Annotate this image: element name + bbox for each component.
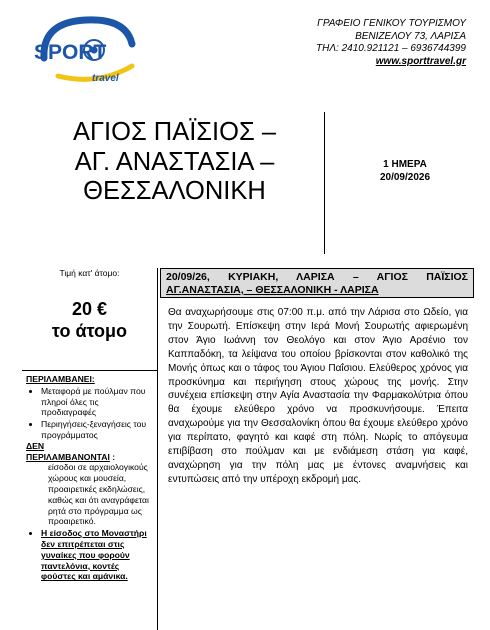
price-value: 20 € (71, 299, 108, 319)
price-unit: το άτομο (51, 321, 128, 341)
not-included-heading-suffix: : (109, 451, 116, 462)
agency-contact (316, 18, 466, 68)
agency-address: ΒΕΝΙΖΕΛΟΥ 73, ΛΑΡΙΣΑ (355, 30, 466, 42)
day-title-line-1: 20/09/26, ΚΥΡΙΑΚΗ, ΛΑΡΙΣΑ – ΑΓΙΟΣ ΠΑΪΣΙΟΣ (166, 271, 468, 283)
agency-website-link[interactable]: www.sporttravel.gr (375, 55, 466, 67)
logo-text: SPORT (34, 41, 107, 64)
day-title-line-2: ΑΓ.ΑΝΑΣΤΑΣΙΑ, – ΘΕΣΣΑΛΟΝΙΚΗ - ΛΑΡΙΣΑ (166, 284, 379, 296)
agency-name: ΓΡΑΦΕΙΟ ΓΕΝΙΚΟΥ ΤΟΥΡΙΣΜΟΥ (317, 18, 466, 29)
trip-title-line-2: ΑΓ. ΑΝΑΣΤΑΣΙΑ – (74, 147, 275, 176)
not-included-text: είσοδοι σε αρχαιολογικούς χώρους και μουσεία, προαιρετικές εκδηλώσεις, καθώς και ότι αναγράφεται ρητά στο πρόγραμμα ως προαιρετικό. (48, 462, 149, 527)
not-included-heading-line-1: ΔΕΝ (26, 440, 45, 451)
trip-date: 20/09/2026 (379, 172, 431, 183)
not-included-heading-line-2: ΠΕΡΙΛΑΜΒΑΝΟΝΤΑΙ (26, 451, 110, 462)
price-divider (22, 370, 157, 371)
logo-subtext: travel (92, 73, 119, 84)
info-column (22, 268, 158, 630)
agency-phone: ΤΗΛ: 2410.921121 – 6936744399 (316, 43, 466, 54)
included-list (26, 386, 156, 441)
inclusions (26, 374, 156, 582)
trip-duration (330, 158, 480, 184)
list-item: • Μεταφορά με πούλμαν που πληροί όλες τις προδιαγραφές (41, 386, 156, 418)
included-heading: ΠΕΡΙΛΑΜΒΑΝΕΙ: (26, 374, 95, 384)
itinerary-text: Θα αναχωρήσουμε στις 07:00 π.μ. από την Λάρισα στο Ωδείο, για την Σουρωτή. Επίσκεψη στην Ιερά Μονή Σουρωτής αφιερωμένη στον Άγιο Ιωάννη τον Θεολόγο και στον Άγιο Αρσένιο τον Καππαδόκη, τα λείψανα του οποίου βρίσκονται στον καθολικό της Μονής όπως και ο τάφος του Άγιου Παΐσιου. Ελεύθερος χρόνος για προσκύνημα και περιήγηση στους χώρους της μονής. Στην συνέχεια επίσκεψη στην Αγία Αναστασία την Φαρμακολύτρια όπου θα έχουμε ελεύθερο χρόνο να προσκυνήσουμε. Έπειτα αναχωρούμε για την Θεσσαλονίκη όπου θα έχουμε ελεύθερο χρόνο για περίπατο, φαγητό και καφέ στη πόλη. Νωρίς το απόγευμα επιβίβαση στο πούλμαν και με ενδιάμεση στάση για καφέ, αναχώρηση για την πόλη μας με έντονες αναμνήσεις και εντυπώσεις από την υπέροχη εκδρομή μας. (168, 307, 468, 485)
warning-list (26, 528, 156, 582)
dress-code-warning: • Η είσοδος στο Μοναστήρι δεν επιτρέπεται στις γυναίκες που φορούν παντελόνια, κοντές φούστες και αμάνικα. (41, 528, 156, 582)
list-item: • Περιηγήσεις-ξεναγήσεις του προγράμματος (41, 419, 156, 441)
day-header (160, 268, 474, 298)
price-label: Τιμή κατ' άτομο: (59, 268, 120, 278)
trip-title-line-3: ΘΕΣΣΑΛΟΝΙΚΗ (83, 177, 266, 205)
trip-title (42, 118, 307, 207)
not-included-heading (26, 452, 156, 463)
trip-title-line-1: ΑΓΙΟΣ ΠΑΪΣΙΟΣ – (72, 118, 277, 146)
title-divider (324, 112, 325, 254)
trip-days: 1 ΗΜΕΡΑ (383, 159, 427, 170)
logo-graphic (28, 14, 144, 94)
sport-travel-logo (28, 14, 144, 94)
